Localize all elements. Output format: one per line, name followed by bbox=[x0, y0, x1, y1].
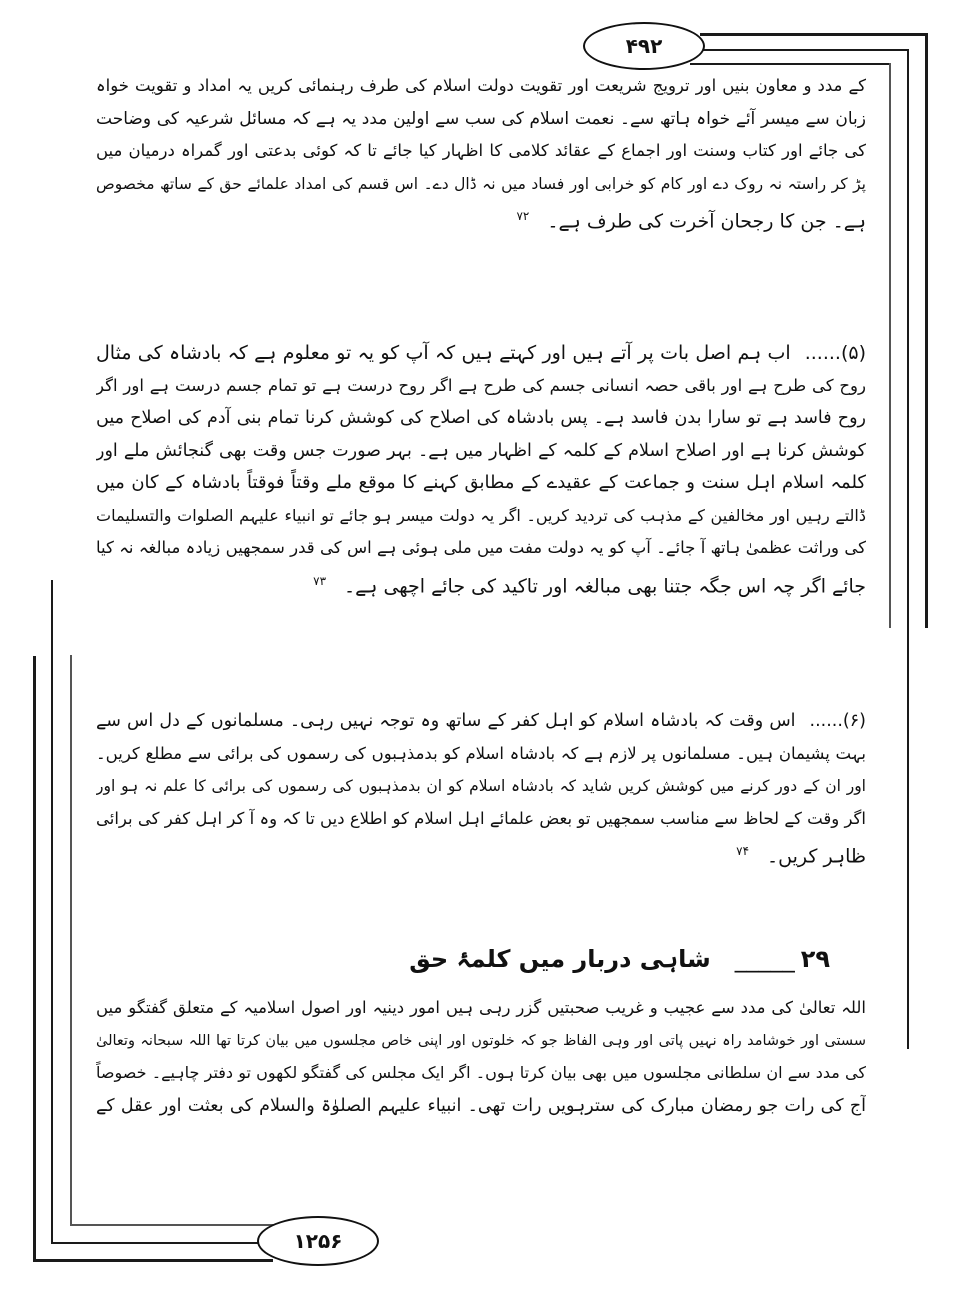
footnote-marker: ۷۳ bbox=[313, 573, 327, 588]
text-line bbox=[96, 200, 866, 233]
text-line: کی جائے اور کتاب وسنت اور اجماع کے عقائد کلامی کا اظہار کیا جائے تا کہ کوئی بدعتی اور گمراہ درمیان میں bbox=[96, 141, 866, 160]
frame-right-outer bbox=[925, 33, 928, 628]
frame-right-inner bbox=[889, 63, 891, 628]
footnote-marker: ۷۲ bbox=[516, 209, 530, 223]
text-line: زبان سے میسر آئے خواہ ہاتھ سے۔ نعمت اسلام کی سب سے اولین مدد یہ ہے کہ مسائل شرعیہ کی وضاحت bbox=[96, 108, 866, 129]
text-line: روح فاسد ہے تو سارا بدن فاسد ہے۔ پس بادشاہ کی اصلاح کی کوشش کرنا تمام بنی آدم کی اصلاح میں bbox=[96, 408, 866, 428]
text-line: اگر وقت کے لحاظ سے مناسب سمجھیں تو بعض علمائے اہل اسلام کو اطلاع دیں تا کہ وہ آ کر اہل کفر کی برائی bbox=[96, 808, 866, 828]
text-line bbox=[96, 337, 866, 370]
section-heading bbox=[409, 945, 830, 973]
text-line-content: ظاہر کریں۔ bbox=[767, 845, 866, 868]
text-line bbox=[96, 565, 866, 598]
frame-bottom-middle bbox=[51, 1242, 266, 1244]
footnote-marker: ۷۴ bbox=[736, 844, 750, 858]
text-line: کی وراثت عظمیٰ ہاتھ آ جائے۔ آپ کو یہ دولت مفت میں ملی ہوئی ہے اس کی قدر سمجھیں زیادہ مبالغہ نہ کیا bbox=[96, 538, 866, 557]
text-line bbox=[96, 835, 866, 868]
frame-bottom-inner bbox=[70, 1224, 280, 1226]
text-line: بہت پشیمان ہیں۔ مسلمانوں پر لازم ہے کہ بادشاہ اسلام کو بدمذہبوں کی رسموں کی برائی سے مطلع کریں۔ bbox=[96, 743, 866, 763]
top-page-number: ۴۹۲ bbox=[583, 22, 705, 70]
text-line-content: ہے۔ جن کا رجحان آخرت کی طرف ہے۔ bbox=[547, 210, 866, 233]
frame-top-inner bbox=[690, 63, 890, 65]
text-line: ڈالتے رہیں اور مخالفین کے مذہب کی تردید کریں۔ اگر یہ دولت میسر ہو جائے تو انبیاء علیہم الصلوات والتسلیمات bbox=[96, 505, 866, 525]
paragraph-6 bbox=[96, 705, 866, 868]
paragraph-intro bbox=[96, 70, 866, 233]
text-line-content: جائے اگر چہ اس جگہ جتنا بھی مبالغہ اور تاکید کی جائے اچھی ہے۔ bbox=[344, 574, 866, 597]
bottom-page-number: ۱۲۵۶ bbox=[257, 1216, 379, 1266]
paragraph-marker: (۵)...... bbox=[804, 342, 866, 364]
text-line-content: اب ہم اصل بات پر آتے ہیں اور کہتے ہیں کہ آپ کو یہ تو معلوم ہے کہ بادشاہ کی مثال bbox=[96, 342, 791, 364]
paragraph-marker: (۶)...... bbox=[809, 711, 866, 731]
text-line: اور ان کے دور کرنے میں کوشش کریں شاید کہ بادشاہ اسلام کو ان بدمذہبوں کی رسموں کی برائی کا علم نہ ہو اور bbox=[96, 777, 866, 795]
frame-right-middle bbox=[907, 49, 909, 1049]
section-title: شاہی دربار میں کلمۂ حق bbox=[409, 945, 711, 973]
section-number: ۲۹ bbox=[800, 945, 830, 973]
text-line bbox=[96, 705, 866, 738]
frame-left-inner bbox=[70, 655, 72, 1226]
text-line: کوشش کرنا ہے اور اصلاح اسلام کے کلمہ کے اظہار میں ہے۔ بہر صورت جس وقت بھی گنجائش ملے اور bbox=[96, 440, 866, 461]
frame-left-middle bbox=[51, 580, 53, 1243]
text-line: کلمہ اسلام اہل سنت و جماعت کے عقیدے کے مطابق کہنے کا موقع ملے وقتاً فوقتاً بادشاہ کے کان میں bbox=[96, 472, 866, 493]
frame-top-middle bbox=[700, 49, 909, 51]
frame-bottom-outer bbox=[33, 1259, 273, 1262]
text-line: پڑ کر راستہ نہ روک دے اور کام کو خرابی اور فساد میں نہ ڈال دے۔ اس قسم کی امداد علمائے حق کے ساتھ مخصوص bbox=[96, 174, 866, 193]
section-separator: _____ bbox=[734, 945, 795, 973]
text-line: کے مدد و معاون بنیں اور ترویج شریعت اور تقویت دولت اسلام کی طرف رہنمائی کریں یہ امداد و تقویت خواہ bbox=[96, 76, 866, 95]
text-line: اللہ تعالیٰ کی مدد سے عجیب و غریب صحبتیں گزر رہی ہیں امور دینیہ اور اصول اسلامیہ کے متعلق گفتگو میں bbox=[96, 998, 866, 1017]
paragraph-section bbox=[96, 992, 866, 1122]
frame-top-outer bbox=[700, 33, 927, 36]
text-line: آج کی رات جو رمضان مبارک کی سترہویں رات تھی۔ انبیاء علیہم الصلوٰۃ والسلام کی بعثت اور عقل کے bbox=[96, 1095, 866, 1116]
text-line: روح کی طرح ہے اور باقی حصہ انسانی جسم کی طرح ہے اگر روح درست ہے تو تمام جسم درست ہے اور اگر bbox=[96, 375, 866, 395]
text-line: کی مدد سے ان سلطانی مجلسوں میں بھی بیان کرتا ہوں۔ اگر ایک مجلس کی گفتگو لکھوں تو دفتر چاہیے۔ خصوصاً bbox=[96, 1063, 866, 1082]
text-line-content: اس وقت کہ بادشاہ اسلام کو اہل کفر کے ساتھ وہ توجہ نہیں رہی۔ مسلمانوں کے دل اس سے bbox=[96, 711, 796, 731]
paragraph-5 bbox=[96, 337, 866, 597]
text-line: سستی اور خوشامد راہ نہیں پاتی اور وہی الفاظ جو کہ خلوتوں اور اپنی خاص مجلسوں میں بیان کرتا تھا اللہ سبحانہ وتعالیٰ bbox=[96, 1032, 866, 1049]
frame-left-outer bbox=[33, 656, 36, 1261]
